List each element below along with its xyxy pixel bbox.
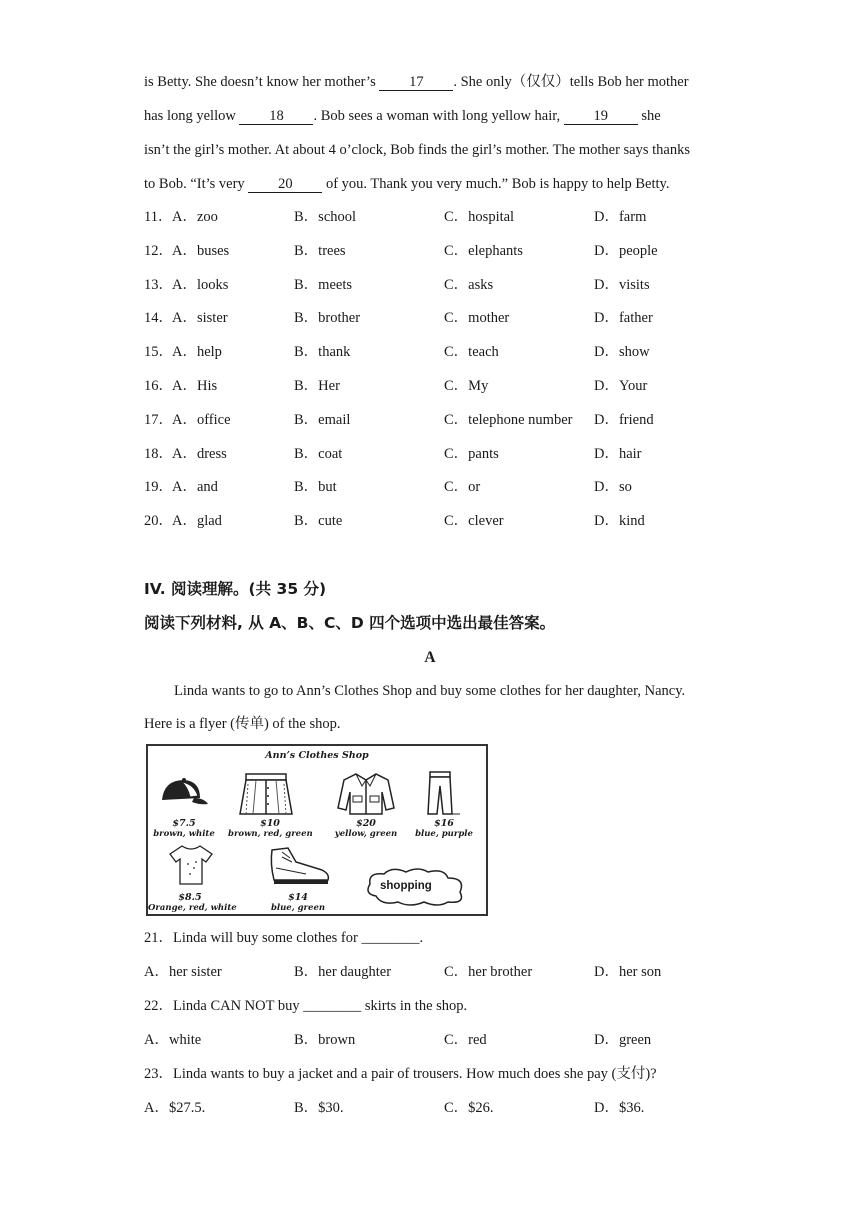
item-colors: blue, purple: [415, 829, 473, 839]
option-b[interactable]: B．coat: [294, 445, 343, 462]
option-b[interactable]: B．but: [294, 479, 337, 496]
option-a[interactable]: A．His: [172, 378, 218, 394]
question-stem: 22．Linda CAN NOT buy ________ skirts in the shop.: [144, 998, 468, 1014]
cloze-question-row: [144, 376, 744, 396]
item-price: $8.5: [178, 892, 202, 903]
reading-paragraph-1: Linda wants to go to Ann’s Clothes Shop and buy some clothes for her daughter, Nancy.: [174, 683, 686, 699]
cloze-question-row: [144, 308, 744, 328]
item-colors: blue, green: [270, 903, 326, 913]
trousers-icon: [422, 770, 462, 823]
option-a[interactable]: A．$27.5.: [144, 1100, 206, 1116]
option-b[interactable]: B．thank: [294, 344, 351, 361]
passage-text: to Bob. “It’s very: [144, 176, 249, 192]
item-price: $14: [288, 892, 308, 903]
question-number: 16．: [144, 378, 173, 394]
option-d[interactable]: D．father: [594, 310, 653, 327]
reading-paragraph-2: Here is a flyer (传单) of the shop.: [144, 716, 341, 732]
cloud-label: shopping: [380, 880, 432, 892]
flyer-title: Ann’s Clothes Shop: [265, 750, 369, 761]
question-stem: 23．Linda wants to buy a jacket and a pair of trousers. How much does she pay (支付)?: [144, 1066, 657, 1082]
question-options-row: [144, 1030, 744, 1050]
passage-line-4: [144, 174, 669, 194]
passage-line-3: isn’t the girl’s mother. At about 4 o’clock, Bob finds the girl’s mother. The mother says thanks: [144, 142, 690, 158]
item-price: $20: [356, 818, 376, 829]
option-d[interactable]: D．green: [594, 1032, 652, 1048]
option-c[interactable]: C．clever: [444, 513, 504, 530]
option-b[interactable]: B．cute: [294, 513, 343, 530]
question-number: 11．: [144, 209, 173, 225]
passage-text: is Betty. She doesn’t know her mother’s: [144, 74, 380, 90]
cloze-question-row: [144, 511, 744, 531]
option-b[interactable]: B．trees: [294, 242, 346, 259]
cloze-question-row: [144, 477, 744, 497]
option-d[interactable]: D．friend: [594, 411, 654, 428]
item-colors: brown, white: [153, 829, 215, 839]
option-c[interactable]: C．mother: [444, 310, 510, 327]
jacket-icon: [336, 770, 396, 823]
blank-17: 17: [379, 74, 453, 91]
option-a[interactable]: A．her sister: [144, 964, 222, 980]
option-a[interactable]: A．buses: [172, 242, 230, 259]
cloze-question-row: [144, 207, 744, 227]
item-colors: brown, red, green: [228, 829, 313, 839]
question-number: 14．: [144, 310, 173, 327]
passage-text: has long yellow: [144, 108, 240, 124]
option-b[interactable]: B．Her: [294, 378, 340, 394]
tshirt-icon: [168, 844, 214, 891]
blank-18: 18: [239, 108, 313, 125]
cap-icon: [154, 774, 210, 819]
option-a[interactable]: A．white: [144, 1032, 202, 1048]
question-number: 18．: [144, 445, 173, 462]
blank-20: 20: [248, 176, 322, 193]
cloze-question-row: [144, 410, 744, 430]
option-d[interactable]: D．show: [594, 344, 650, 361]
cloze-question-row: [144, 275, 744, 295]
option-a[interactable]: A．and: [172, 479, 218, 496]
option-d[interactable]: D．hair: [594, 445, 642, 462]
option-d[interactable]: D．$36.: [594, 1100, 645, 1116]
passage-line-2: [144, 106, 661, 126]
blank-19: 19: [564, 108, 638, 125]
option-c[interactable]: C．telephone number: [444, 411, 573, 428]
question-options-row: [144, 962, 744, 982]
option-b[interactable]: B．$30.: [294, 1100, 344, 1116]
item-colors: Orange, red, white: [148, 903, 237, 913]
question-number: 13．: [144, 276, 173, 293]
option-d[interactable]: D．so: [594, 479, 632, 496]
flyer-item-sneaker: [260, 892, 336, 913]
question-stem: 21．Linda will buy some clothes for ________.: [144, 930, 424, 946]
option-d[interactable]: D．people: [594, 242, 658, 259]
option-d[interactable]: D．visits: [594, 276, 650, 293]
sneaker-icon: [266, 844, 332, 891]
option-b[interactable]: B．her daughter: [294, 964, 392, 980]
option-a[interactable]: A．zoo: [172, 209, 218, 225]
cloze-question-row: [144, 342, 744, 362]
question-number: 15．: [144, 344, 173, 361]
section-title: IV. 阅读理解。(共 35 分): [144, 580, 327, 598]
option-b[interactable]: B．meets: [294, 276, 352, 293]
item-price: $10: [260, 818, 280, 829]
option-c[interactable]: C．red: [444, 1032, 487, 1048]
option-c[interactable]: C．teach: [444, 344, 499, 361]
part-label: A: [424, 649, 436, 666]
passage-text: she: [637, 108, 661, 124]
question-number: 12．: [144, 242, 173, 259]
item-price: $16: [434, 818, 454, 829]
option-a[interactable]: A．help: [172, 344, 222, 361]
option-a[interactable]: A．looks: [172, 276, 229, 293]
option-c[interactable]: C．pants: [444, 445, 499, 462]
option-a[interactable]: A．dress: [172, 445, 227, 462]
cloze-question-row: [144, 241, 744, 261]
passage-text: . Bob sees a woman with long yellow hair,: [313, 108, 564, 124]
flyer-item-tshirt: [148, 892, 237, 913]
flyer-item-jacket: [328, 818, 404, 839]
flyer-item-trousers: [406, 818, 482, 839]
option-a[interactable]: A．sister: [172, 310, 228, 327]
question-number: 19．: [144, 479, 173, 496]
option-a[interactable]: A．office: [172, 411, 231, 428]
option-c[interactable]: C．her brother: [444, 964, 533, 980]
option-c[interactable]: C．or: [444, 479, 481, 496]
flyer-item-skirt: [228, 818, 312, 839]
option-b[interactable]: B．email: [294, 411, 351, 428]
flyer-item-cap: [148, 818, 220, 839]
option-d[interactable]: D．farm: [594, 209, 647, 225]
option-b[interactable]: B．school: [294, 209, 357, 225]
item-price: $7.5: [172, 818, 196, 829]
question-number: 20．: [144, 513, 173, 530]
question-options-row: [144, 1098, 744, 1118]
option-c[interactable]: C．$26.: [444, 1100, 494, 1116]
question-number: 17．: [144, 411, 173, 428]
option-a[interactable]: A．glad: [172, 513, 222, 530]
option-d[interactable]: D．kind: [594, 513, 645, 530]
passage-line-1: [144, 72, 689, 92]
option-c[interactable]: C．asks: [444, 276, 494, 293]
passage-text: . She only（仅仅）tells Bob her mother: [453, 74, 689, 90]
shop-flyer: [146, 744, 488, 916]
cloze-question-row: [144, 444, 744, 464]
option-d[interactable]: D．Your: [594, 378, 648, 394]
option-b[interactable]: B．brown: [294, 1032, 356, 1048]
option-c[interactable]: C．My: [444, 378, 489, 394]
item-colors: yellow, green: [334, 829, 398, 839]
option-b[interactable]: B．brother: [294, 310, 361, 327]
option-c[interactable]: C．elephants: [444, 242, 523, 259]
skirt-icon: [234, 770, 298, 823]
passage-text: of you. Thank you very much.” Bob is happy to help Betty.: [322, 176, 670, 192]
option-d[interactable]: D．her son: [594, 964, 662, 980]
section-instruction: 阅读下列材料, 从 A、B、C、D 四个选项中选出最佳答案。: [144, 614, 556, 632]
option-c[interactable]: C．hospital: [444, 209, 515, 225]
